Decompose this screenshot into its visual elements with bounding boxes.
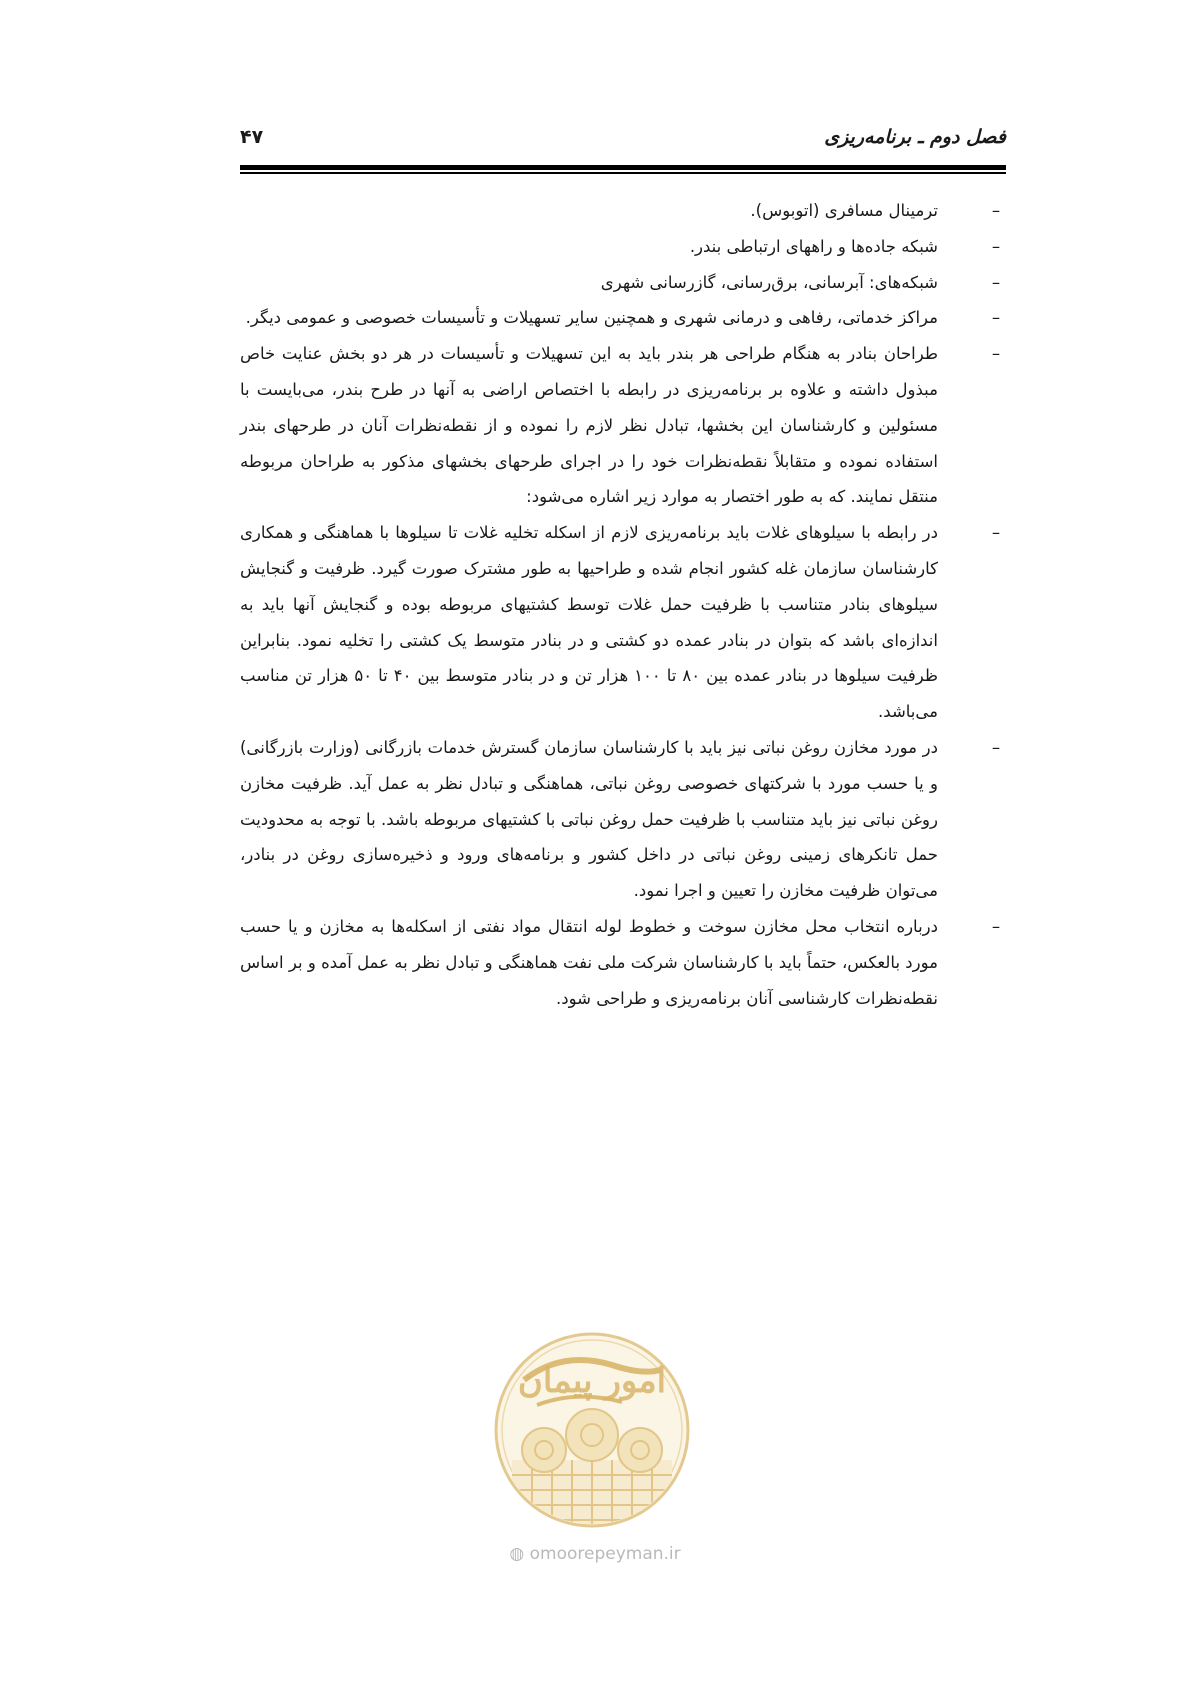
page-number: ۴۷ bbox=[240, 126, 264, 148]
watermark-logo bbox=[492, 1330, 692, 1536]
list-item-text: درباره انتخاب محل مخازن سوخت و خطوط لوله انتقال مواد نفتی از اسکله‌ها به مخازن و یا حسب مورد بالعکس، حتماً باید با کارشناسان شرکت ملی نفت هماهنگی و تبادل نظر به عمل آمده و بر اساس نقطه‌نظرات کارشناسی آنان برنامه‌ریزی و طراحی شود. bbox=[240, 916, 938, 1008]
list-item bbox=[240, 515, 1006, 730]
bullet-dash: – bbox=[991, 523, 1001, 543]
bullet-dash: – bbox=[991, 916, 1001, 936]
header-rule-thin bbox=[240, 172, 1006, 174]
bullet-dash: – bbox=[991, 737, 1001, 757]
bullet-dash: – bbox=[991, 236, 1001, 256]
watermark-caption-text: omoorepeyman.ir bbox=[529, 1544, 681, 1564]
list-item bbox=[240, 229, 1006, 265]
bullet-dash: – bbox=[991, 308, 1001, 328]
list-item-text: شبکه‌های: آبرسانی، برق‌رسانی، گازرسانی شهری bbox=[600, 272, 938, 292]
header-rule-thick bbox=[240, 165, 1006, 170]
list-item-text: شبکه جاده‌ها و راههای ارتباطی بندر. bbox=[689, 236, 938, 256]
watermark-caption bbox=[490, 1544, 700, 1564]
watermark-logo-text: امور پیمان bbox=[517, 1361, 667, 1401]
list-item bbox=[240, 730, 1006, 909]
page-header bbox=[240, 126, 1006, 156]
bullet-dash: – bbox=[991, 272, 1001, 292]
list-item-text: در رابطه با سیلوهای غلات باید برنامه‌ریزی لازم از اسکله تخلیه غلات تا سیلوها با هماهنگی و همکاری کارشناسان سازمان غله کشور انجام شده و طراحیها به طور مشترک صورت گیرد. ظرفیت و گنجایش سیلوهای بنادر متناسب با ظرفیت حمل غلات توسط کشتیهای مربوطه بوده و گنجایش آنها باید به اندازه‌ای باشد که بتوان در بنادر عمده دو کشتی و در بنادر متوسط یک کشتی را تخلیه نمود. بنابراین ظرفیت سیلوها در بنادر عمده بین ۸۰ تا ۱۰۰ هزار تن و در بنادر متوسط بین ۴۰ تا ۵۰ هزار تن مناسب می‌باشد. bbox=[240, 523, 938, 722]
chapter-title: فصل دوم ـ برنامه‌ریزی bbox=[824, 126, 1006, 148]
list-item bbox=[240, 300, 1006, 336]
globe-icon: ◍ bbox=[509, 1544, 525, 1564]
list-item-text: طراحان بنادر به هنگام طراحی هر بندر باید به این تسهیلات و تأسیسات در هر دو بخش عنایت خاص مبذول داشته و علاوه بر برنامه‌ریزی در رابطه با اختصاص اراضی به آنها در طرح بندر، می‌بایست با مسئولین و کارشناسان این بخشها، تبادل نظر لازم را نموده و از نقطه‌نظرات آنان در طرحهای بندر استفاده نموده و متقابلاً نقطه‌نظرات خود را در اجرای طرحهای بخشهای مذکور به طراحان مربوطه منتقل نمایند. که به طور اختصار به موارد زیر اشاره می‌شود: bbox=[240, 344, 938, 507]
list-item bbox=[240, 265, 1006, 301]
bullet-dash: – bbox=[991, 344, 1001, 364]
list-item bbox=[240, 193, 1006, 229]
list-item-text: مراکز خدماتی، رفاهی و درمانی شهری و همچنین سایر تسهیلات و تأسیسات خصوصی و عمومی دیگر. bbox=[245, 308, 938, 328]
list-item bbox=[240, 909, 1006, 1016]
list-item bbox=[240, 336, 1006, 515]
bullet-dash: – bbox=[991, 201, 1001, 220]
body-text bbox=[240, 193, 1006, 1016]
list-item-text: در مورد مخازن روغن نباتی نیز باید با کارشناسان سازمان گسترش خدمات بازرگانی (وزارت بازرگانی) و یا حسب مورد با شرکتهای خصوصی روغن نباتی، هماهنگی و تبادل نظر به عمل آید. ظرفیت مخازن روغن نباتی نیز باید متناسب با ظرفیت حمل روغن نباتی با کشتیهای مربوطه باشد. با توجه به محدودیت حمل تانکرهای زمینی روغن نباتی در داخل کشور و برنامه‌های ورود و ذخیره‌سازی روغن در بنادر، می‌توان ظرفیت مخازن را تعیین و اجرا نمود. bbox=[240, 737, 938, 901]
list-item-text: ترمینال مسافری (اتوبوس). bbox=[750, 201, 938, 220]
